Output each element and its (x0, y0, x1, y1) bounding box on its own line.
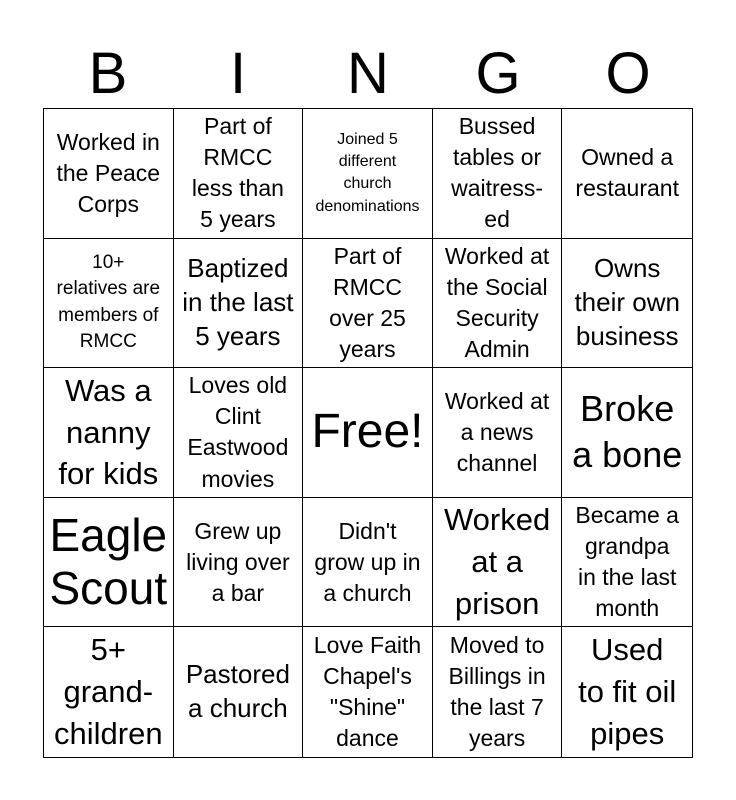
header-letter-o: O (605, 41, 651, 106)
header-letter-b: B (88, 41, 128, 106)
header-letter-i: I (229, 41, 247, 106)
bingo-cell-r0-c4[interactable]: Owned a restaurant (562, 109, 692, 239)
bingo-cell-r1-c1[interactable]: Baptized in the last 5 years (174, 239, 304, 369)
bingo-cell-r4-c4[interactable]: Used to fit oil pipes (578, 632, 677, 752)
bingo-cell-r4-c0[interactable]: 5+ grand- children (44, 627, 174, 757)
bingo-cell-r3-c2[interactable]: Didn't grow up in a church (303, 498, 433, 628)
header-letter-g: G (475, 41, 521, 106)
header-letter-n: N (347, 41, 389, 106)
bingo-cell-r0-c3[interactable]: Bussed tables or waitress- ed (433, 109, 563, 239)
bingo-cell-r0-c0[interactable]: Worked in the Peace Corps (44, 109, 174, 239)
bingo-cell-r4-c2[interactable]: Love Faith Chapel's "Shine" dance (303, 627, 433, 757)
bingo-cell-r4-c1[interactable]: Pastored a church (174, 627, 304, 757)
bingo-cell-r4-c3[interactable]: Moved to Billings in the last 7 years (433, 627, 563, 757)
bingo-cell-r1-c3[interactable]: Worked at the Social Security Admin (433, 239, 563, 369)
bingo-cell-r3-c3[interactable]: Worked at a prison (433, 498, 563, 628)
bingo-board (43, 108, 693, 758)
bingo-cell-r0-c2[interactable]: Joined 5 different church denominations (303, 109, 433, 239)
bingo-cell-r1-c0[interactable]: 10+ relatives are members of RMCC (44, 239, 174, 369)
bingo-cell-r3-c4[interactable]: Became a grandpa in the last month (562, 498, 692, 628)
bingo-cell-r2-c1[interactable]: Loves old Clint Eastwood movies (174, 368, 304, 498)
bingo-cell-free[interactable]: Free! (303, 368, 433, 498)
bingo-cell-r3-c0[interactable]: Eagle Scout (44, 498, 174, 628)
bingo-cell-r2-c4[interactable]: Broke a bone (562, 368, 692, 498)
bingo-cell-r2-c3[interactable]: Worked at a news channel (433, 368, 563, 498)
bingo-cell-r0-c1[interactable]: Part of RMCC less than 5 years (174, 109, 304, 239)
bingo-cell-r1-c2[interactable]: Part of RMCC over 25 years (303, 239, 433, 369)
bingo-cell-r3-c1[interactable]: Grew up living over a bar (174, 498, 304, 628)
bingo-cell-r2-c0[interactable]: Was a nanny for kids (44, 368, 174, 498)
bingo-header (43, 40, 693, 108)
bingo-cell-r1-c4[interactable]: Owns their own business (562, 239, 692, 369)
